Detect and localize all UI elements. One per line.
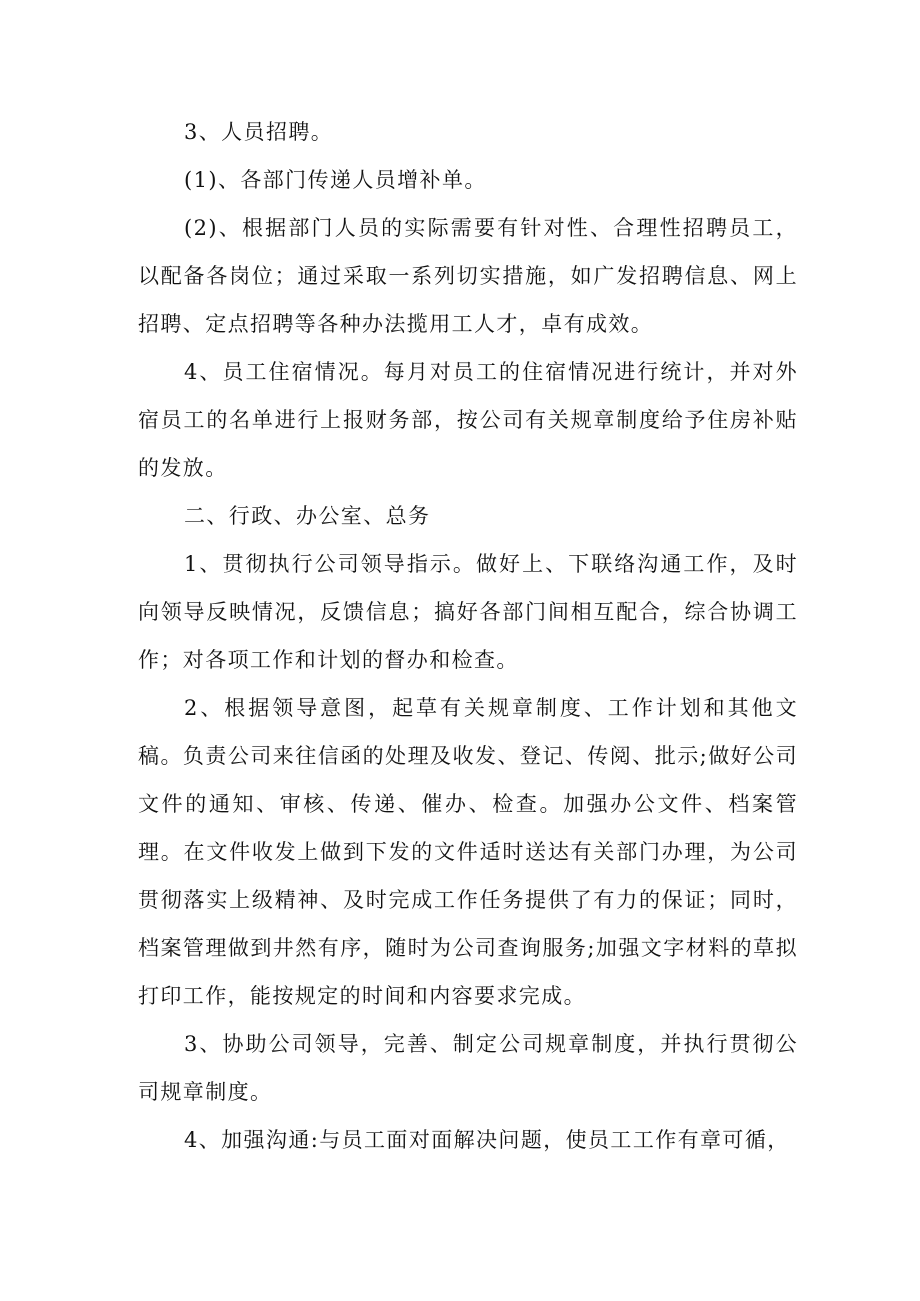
document-body bbox=[138, 108, 798, 1164]
paragraph-accommodation: 4、员工住宿情况。每月对员工的住宿情况进行统计，并对外宿员工的名单进行上报财务部，按公司有关规章制度给予住房补贴的发放。 bbox=[138, 360, 798, 480]
paragraph-admin-item-2: 2、根据领导意图，起草有关规章制度、工作计划和其他文稿。负责公司来往信函的处理及收发、登记、传阅、批示;做好公司文件的通知、审核、传递、催办、检查。加强办公文件、档案管理。在文件收发上做到下发的文件适时送达有关部门办理，为公司贯彻落实上级精神、及时完成工作任务提供了有力的保证；同时，档案管理做到井然有序，随时为公司查询服务;加强文字材料的草拟打印工作，能按规定的时间和内容要求完成。 bbox=[138, 696, 798, 1008]
section-heading-administration: 二、行政、办公室、总务 bbox=[184, 504, 431, 528]
paragraph-recruitment-item-1: (1)、各部门传递人员增补单。 bbox=[184, 168, 487, 192]
paragraph-admin-item-3: 3、协助公司领导，完善、制定公司规章制度，并执行贯彻公司规章制度。 bbox=[138, 1032, 798, 1104]
paragraph-recruitment-item-2: (2)、根据部门人员的实际需要有针对性、合理性招聘员工，以配备各岗位；通过采取一系列切实措施，如广发招聘信息、网上招聘、定点招聘等各种办法揽用工人才，卓有成效。 bbox=[138, 216, 798, 336]
paragraph-admin-item-4: 4、加强沟通:与员工面对面解决问题，使员工工作有章可循， bbox=[184, 1128, 790, 1152]
paragraph-admin-item-1: 1、贯彻执行公司领导指示。做好上、下联络沟通工作，及时向领导反映情况，反馈信息；搞好各部门间相互配合，综合协调工作；对各项工作和计划的督办和检查。 bbox=[138, 552, 798, 672]
paragraph-recruitment-heading: 3、人员招聘。 bbox=[184, 120, 334, 144]
